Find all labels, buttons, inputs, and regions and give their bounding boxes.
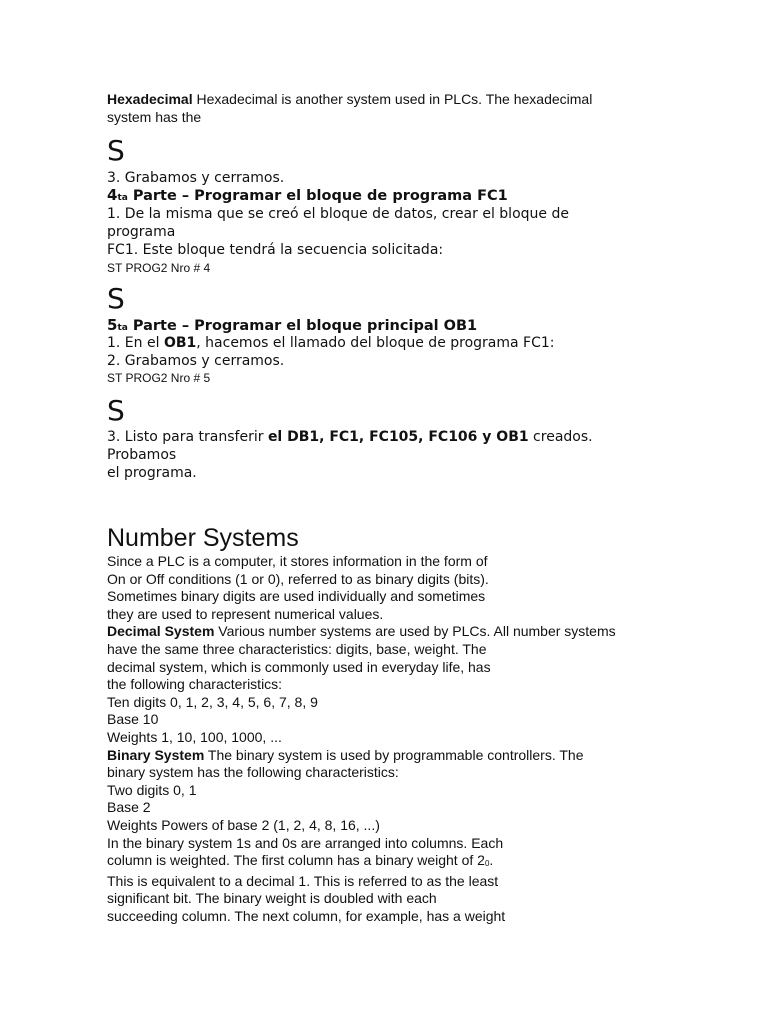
- binary-text-1: The binary system is used by programmable controllers. The: [204, 746, 584, 763]
- binary-line: Two digits 0, 1: [107, 781, 197, 798]
- part-5-line-1-pre: 1. En el: [107, 335, 164, 351]
- hexadecimal-label: Hexadecimal: [107, 91, 193, 107]
- ns-line: they are used to represent numerical values.: [107, 605, 384, 622]
- footer-prog-5: ST PROG2 Nro # 5: [107, 371, 211, 385]
- part-5-number: 5: [107, 316, 118, 334]
- part-5-line-1-post: , hacemos el llamado del bloque de programa FC1:: [196, 335, 555, 351]
- binary-weight-line: [107, 852, 616, 873]
- hexadecimal-paragraph: [107, 91, 592, 126]
- ns-line: On or Off conditions (1 or 0), referred to as binary digits (bits).: [107, 570, 489, 587]
- binary-line: Weights Powers of base 2 (1, 2, 4, 8, 16, ...): [107, 816, 380, 833]
- part-5-line-2: 2. Grabamos y cerramos.: [107, 353, 285, 369]
- glyph-s-1: S: [107, 134, 125, 167]
- part-5-line-1-bold: OB1: [163, 335, 197, 351]
- binary-line: succeeding column. The next column, for example, has a weight: [107, 907, 506, 924]
- part-4-ordinal: ta: [117, 193, 128, 203]
- part-4-line-2: programa: [107, 224, 176, 240]
- glyph-s-2: S: [107, 282, 125, 315]
- ns-line: Sometimes binary digits are used individually and sometimes: [107, 588, 486, 605]
- decimal-line: the following characteristics:: [107, 676, 283, 693]
- transfer-line-1-bold: el DB1, FC1, FC105, FC106 y OB1: [267, 429, 529, 445]
- decimal-line: Weights 1, 10, 100, 1000, ...: [107, 728, 282, 745]
- binary-line: This is equivalent to a decimal 1. This is referred to as the least: [107, 872, 499, 889]
- part-4-line-3: FC1. Este bloque tendrá la secuencia solicitada:: [107, 242, 444, 258]
- footer-prog-4: ST PROG2 Nro # 4: [107, 261, 211, 275]
- hexadecimal-text-2: system has the: [107, 108, 202, 125]
- part-4-title: Parte – Programar el bloque de programa FC1: [127, 188, 508, 204]
- part-5-ordinal: ta: [117, 323, 128, 333]
- decimal-system-label: Decimal System: [107, 623, 215, 640]
- decimal-line: decimal system, which is commonly used in everyday life, has: [107, 658, 491, 675]
- glyph-s-3: S: [107, 394, 125, 427]
- binary-line: binary system has the following characteristics:: [107, 764, 399, 781]
- ns-line: Since a PLC is a computer, it stores information in the form of: [107, 553, 488, 569]
- binary-weight-period: .: [489, 852, 494, 869]
- decimal-text-1: Various number systems are used by PLCs. All number systems: [214, 623, 616, 640]
- decimal-line: have the same three characteristics: digits, base, weight. The: [107, 640, 487, 657]
- transfer-line-1-pre: 3. Listo para transferir: [107, 429, 268, 445]
- part-4-paragraph: [107, 205, 569, 259]
- decimal-line: Ten digits 0, 1, 2, 3, 4, 5, 6, 7, 8, 9: [107, 693, 318, 710]
- binary-line: Base 2: [107, 799, 151, 816]
- part-5-paragraph: [107, 334, 555, 370]
- binary-line: In the binary system 1s and 0s are arranged into columns. Each: [107, 834, 504, 851]
- number-systems-title: Number Systems: [107, 524, 299, 552]
- grabamos-line-1: 3. Grabamos y cerramos.: [107, 170, 285, 186]
- number-systems-body: [107, 553, 616, 925]
- binary-weight-text: column is weighted. The first column has a binary weight of 2: [107, 852, 485, 869]
- binary-system-label: Binary System: [107, 746, 205, 763]
- transfer-line-1-post: creados.: [528, 429, 593, 445]
- part-4-number: 4: [107, 186, 118, 204]
- transfer-paragraph: [107, 428, 593, 482]
- transfer-line-2: Probamos: [107, 447, 177, 463]
- part-5-title: Parte – Programar el bloque principal OB1: [127, 318, 478, 334]
- binary-weight-subscript: 0: [484, 859, 490, 869]
- transfer-line-3: el programa.: [107, 465, 197, 481]
- part-4-line-1: 1. De la misma que se creó el bloque de datos, crear el bloque de: [107, 206, 569, 222]
- binary-line: significant bit. The binary weight is doubled with each: [107, 890, 437, 907]
- decimal-line: Base 10: [107, 711, 159, 728]
- hexadecimal-text-1: Hexadecimal is another system used in PLCs. The hexadecimal: [192, 91, 593, 107]
